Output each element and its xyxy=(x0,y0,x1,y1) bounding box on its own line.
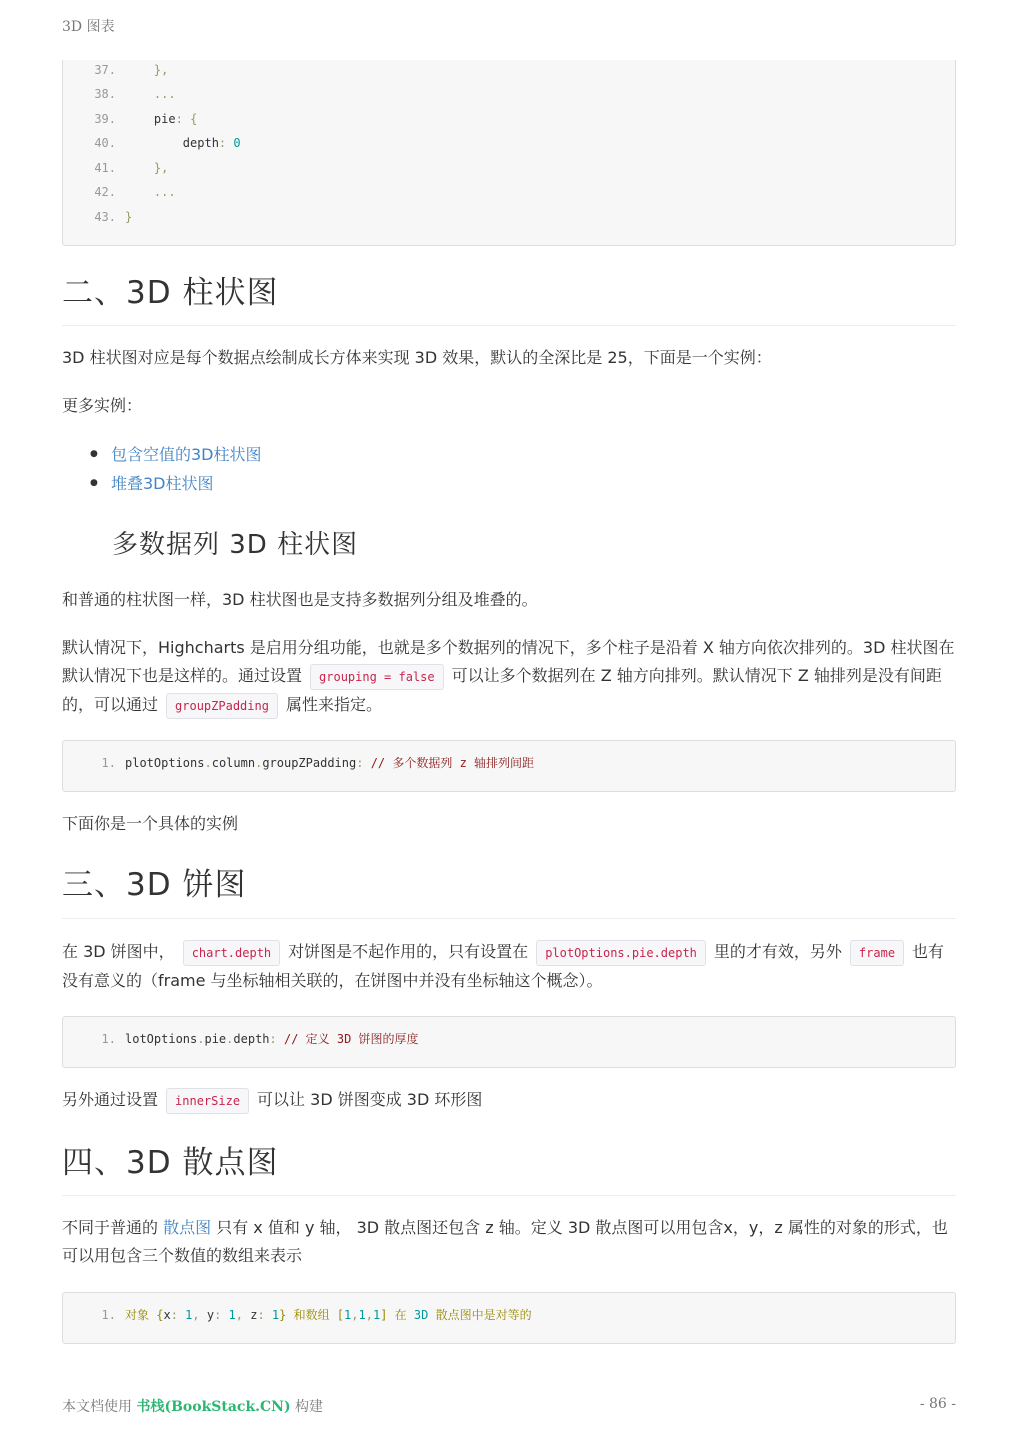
multi-series-para2: 默认情况下，Highcharts 是启用分组功能，也就是多个数据列的情况下，多个柱子是沿着 X 轴方向依次排列的。3D 柱状图在默认情况下也是这样的。通过设置 grouping = false 可以让多个数据列在 Z 轴方向排列。默认情况下 Z 轴排列是没有间距的，可以通过 groupZPadding 属性来指定。 xyxy=(62,634,956,720)
code-line: 1. lotOptions.pie.depth: // 定义 3D 饼图的厚度 xyxy=(101,1032,419,1046)
list-item xyxy=(90,440,262,469)
code-block-groupzpadding xyxy=(62,740,956,792)
link-scatter[interactable]: 散点图 xyxy=(163,1218,212,1237)
inline-code-groupzpadding: groupZPadding xyxy=(166,693,278,719)
code-line: 39. pie: { xyxy=(94,112,198,126)
code-block-pie-depth xyxy=(62,60,956,246)
section-heading-scatter: 四、3D 散点图 xyxy=(62,1145,279,1181)
inline-code-chart-depth: chart.depth xyxy=(183,940,280,966)
inline-code-grouping: grouping = false xyxy=(310,664,444,690)
code-line: 42. ... xyxy=(94,185,176,199)
inline-code-innersize: innerSize xyxy=(166,1088,249,1114)
code-line: 41. }, xyxy=(94,161,169,175)
example-note: 下面你是一个具体的实例 xyxy=(62,814,239,833)
more-examples-label: 更多实例： xyxy=(62,396,143,415)
heading-rule xyxy=(62,918,956,919)
link-column-null[interactable]: 包含空值的3D柱状图 xyxy=(111,445,262,464)
code-line: 40. depth: 0 xyxy=(94,136,241,150)
inline-code-pie-depth: plotOptions.pie.depth xyxy=(536,940,706,966)
code-line: 37. }, xyxy=(94,63,169,77)
pie-para: 在 3D 饼图中， chart.depth 对饼图是不起作用的，只有设置在 plotOptions.pie.depth 里的才有效，另外 frame 也有没有意义的（frame 与坐标轴相关联的，在饼图中并没有坐标轴这个概念）。 xyxy=(62,942,945,990)
examples-list xyxy=(90,440,262,498)
link-stacked-column[interactable]: 堆叠3D柱状图 xyxy=(111,474,214,493)
code-line: 43. } xyxy=(94,210,133,224)
section-heading-pie: 三、3D 饼图 xyxy=(62,867,247,903)
footer-brand-link[interactable]: 书栈(BookStack.CN) xyxy=(136,1399,291,1415)
sub-heading-multi-series: 多数据列 3D 柱状图 xyxy=(112,530,359,560)
running-header: 3D 图表 xyxy=(62,19,115,35)
footer-credit: 本文档使用 书栈(BookStack.CN) 构建 xyxy=(62,1399,324,1415)
inline-code-frame: frame xyxy=(850,940,904,966)
list-item xyxy=(90,469,262,498)
code-block-pie-depth-option xyxy=(62,1016,956,1068)
code-block-scatter xyxy=(62,1292,956,1344)
scatter-para: 不同于普通的 散点图 只有 x 值和 y 轴， 3D 散点图还包含 z 轴。定义 3D 散点图可以用包含x，y，z 属性的对象的形式，也可以用包含三个数值的数组来表示 xyxy=(62,1218,948,1265)
section-heading-column: 二、3D 柱状图 xyxy=(62,275,279,311)
code-line: 1. plotOptions.column.groupZPadding: // 多个数据列 z 轴排列间距 xyxy=(101,756,535,770)
page-number: - 86 - xyxy=(919,1396,956,1412)
innersize-para: 另外通过设置 innerSize 可以让 3D 饼图变成 3D 环形图 xyxy=(62,1086,956,1115)
heading-rule xyxy=(62,325,956,326)
heading-rule xyxy=(62,1195,956,1196)
column-intro: 3D 柱状图对应是每个数据点绘制成长方体来实现 3D 效果，默认的全深比是 25，下面是一个实例： xyxy=(62,348,772,367)
multi-series-para1: 和普通的柱状图一样，3D 柱状图也是支持多数据列分组及堆叠的。 xyxy=(62,590,538,609)
code-line: 38. ... xyxy=(94,87,176,101)
code-line: 1. 对象 {x: 1, y: 1, z: 1} 和数组 [1,1,1] 在 3D 散点图中是对等的 xyxy=(101,1308,532,1322)
